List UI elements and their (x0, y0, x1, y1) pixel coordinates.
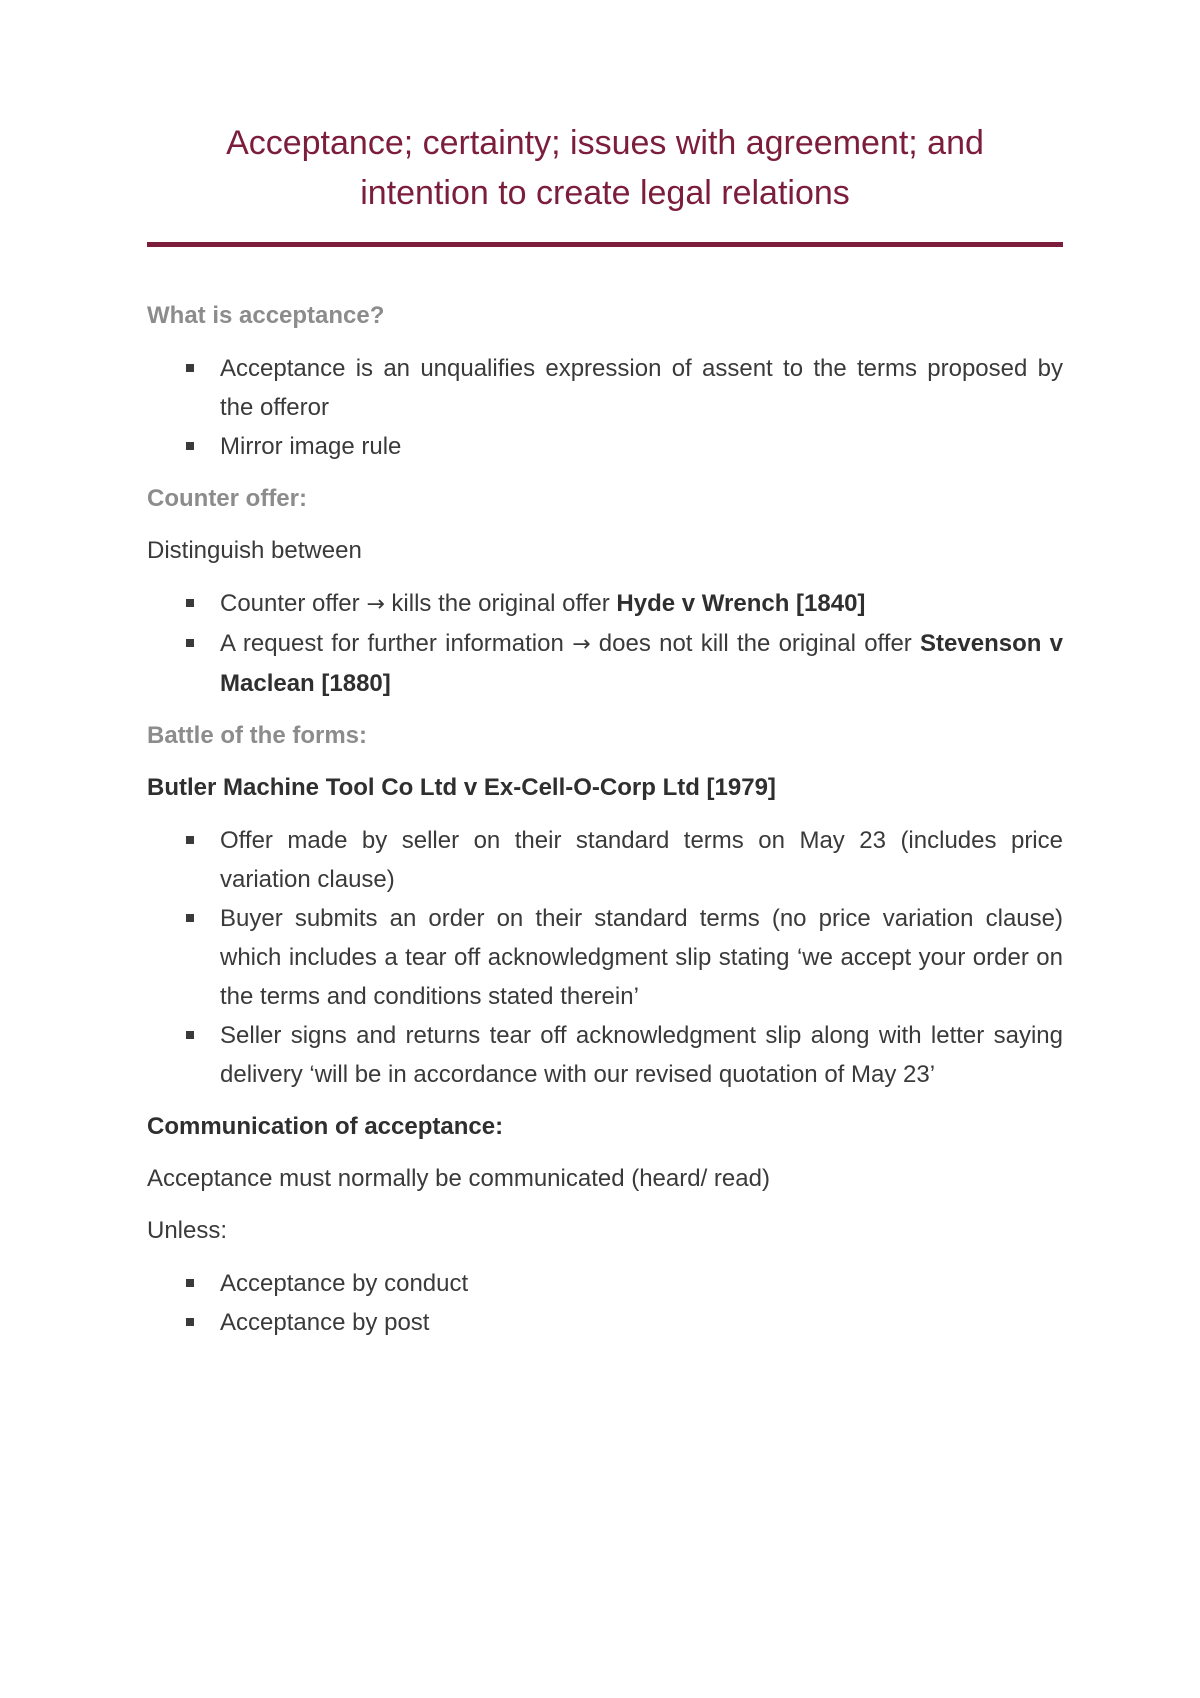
heading-battle-of-forms: Battle of the forms: (147, 722, 368, 749)
square-bullet-icon (186, 1318, 194, 1326)
case-heading-butler: Butler Machine Tool Co Ltd v Ex-Cell-O-Corp Ltd [1979] (147, 774, 776, 801)
bullet-text: Buyer submits an order on their standard terms (no price variation clause) which includes a tear off acknowledgment slip stating ‘we accept your order on the terms and conditions stated therein’ (220, 905, 1063, 1010)
list-item (147, 1264, 1063, 1303)
bullet-text: Seller signs and returns tear off acknowledgment slip along with letter saying delivery ‘will be in accordance with our revised quotation of May 23’ (220, 1022, 1063, 1088)
title-line-2: intention to create legal relations (360, 174, 850, 212)
communication-list (147, 1264, 1063, 1342)
square-bullet-icon (186, 639, 194, 647)
bullet-text: Acceptance is an unqualifies expression of assent to the terms proposed by the offeror (220, 355, 1063, 421)
bullet-text: Mirror image rule (220, 433, 402, 460)
bullet-text: Counter offer (220, 590, 360, 617)
square-bullet-icon (186, 599, 194, 607)
communication-para-2: Unless: (147, 1217, 228, 1244)
battle-list (147, 821, 1063, 1094)
counter-offer-intro: Distinguish between (147, 537, 362, 564)
square-bullet-icon (186, 364, 194, 372)
case-citation: Stevenson v Maclean [1880] (220, 630, 1064, 697)
list-item (147, 1016, 1063, 1094)
bullet-text-rest: kills the original offer (384, 590, 617, 617)
communication-para-1: Acceptance must normally be communicated (heard/ read) (147, 1165, 770, 1192)
bullet-text: Acceptance by post (220, 1309, 430, 1336)
square-bullet-icon (186, 442, 194, 450)
list-item (147, 821, 1063, 899)
list-item (147, 899, 1063, 1016)
bullet-text: Offer made by seller on their standard terms on May 23 (includes price variation clause) (220, 827, 1063, 893)
title-divider (147, 242, 1063, 247)
list-item (147, 584, 1063, 624)
heading-counter-offer: Counter offer: (147, 485, 307, 512)
acceptance-list (147, 349, 1063, 466)
counter-offer-list (147, 584, 1063, 703)
bullet-text: A request for further information (220, 630, 564, 657)
list-item (147, 427, 1063, 466)
bullet-text-rest: does not kill the original offer (590, 630, 921, 657)
arrow-right-icon: → (572, 632, 591, 657)
list-item (147, 349, 1063, 427)
square-bullet-icon (186, 1279, 194, 1287)
square-bullet-icon (186, 836, 194, 844)
list-item (147, 624, 1063, 703)
square-bullet-icon (186, 914, 194, 922)
heading-communication: Communication of acceptance: (147, 1113, 504, 1140)
document-content (147, 118, 1063, 1356)
arrow-right-icon: → (366, 592, 385, 617)
document-title (147, 118, 1063, 218)
list-item (147, 1303, 1063, 1342)
square-bullet-icon (186, 1031, 194, 1039)
title-line-1: Acceptance; certainty; issues with agreement; and (226, 124, 984, 162)
bullet-text: Acceptance by conduct (220, 1270, 469, 1297)
case-citation: Hyde v Wrench [1840] (616, 590, 866, 617)
heading-what-is-acceptance: What is acceptance? (147, 302, 385, 329)
